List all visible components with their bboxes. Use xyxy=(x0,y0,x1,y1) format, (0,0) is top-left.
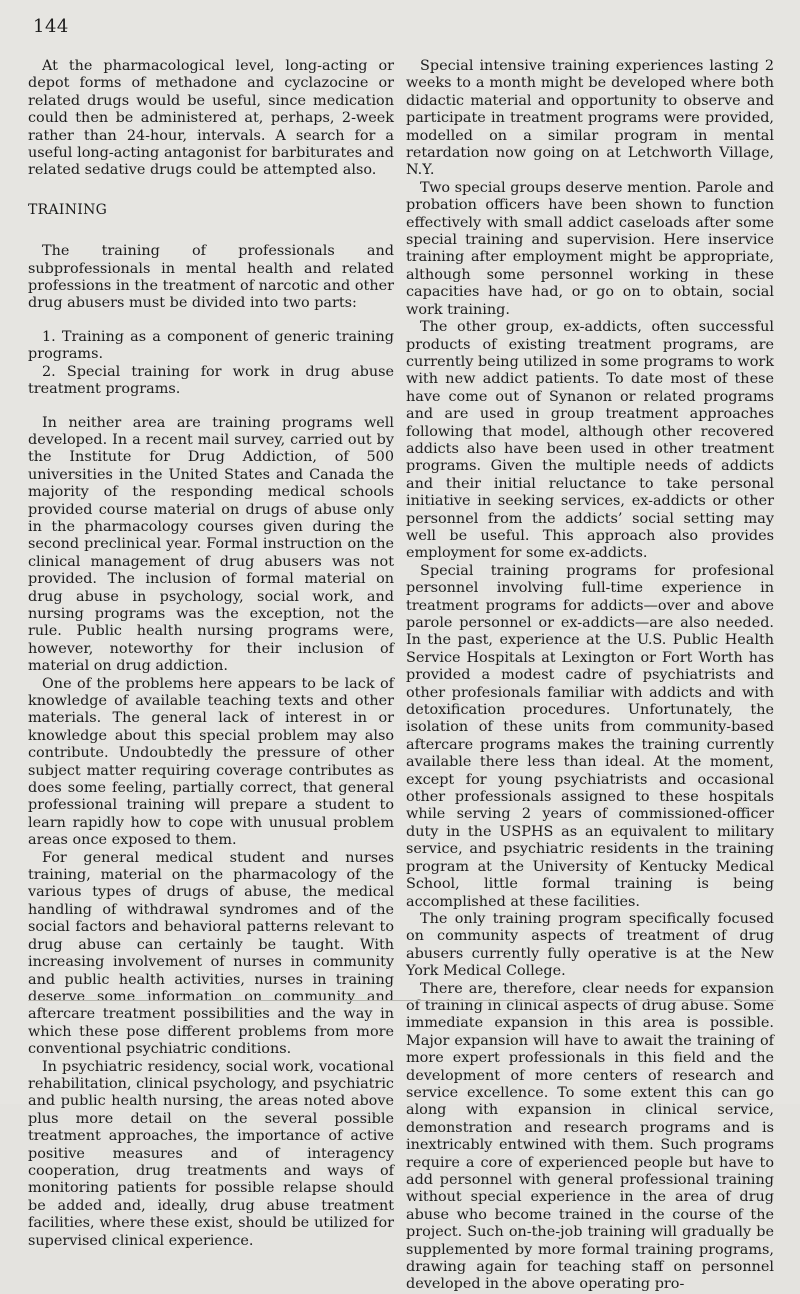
spacer xyxy=(28,399,394,415)
paragraph-expansion-needs: There are, therefore, clear needs for expansion of training in clinical aspects of drug abuse. Some immediate expansion in this area is possible. Major expansion will have to await the training of more expert professionals in this field and the development of more centers of research and service excellence. To some extent this can go along with expansion in clinical service, demonstration and research programs and is inextricably entwined with them. Such programs require a core of experienced people but have to add personnel with general professional training without special experience in the area of drug abuse who become trained in the course of the project. Such on-the-job training will gradually be supplemented by more formal training programs, drawing again for teaching staff on personnel developed in the above operating pro- xyxy=(406,980,774,1293)
paragraph-residency: In psychiatric residency, social work, vocational rehabilitation, clinical psychology, and psychiatric and public health nursing, the areas noted above plus more detail on the several possible treatment approaches, the importance of active positive measures and of interagency cooperation, drug treatments and ways of monitoring patients for possible relapse should be added and, ideally, drug abuse treatment facilities, where these exist, should be utilized for supervised clinical experience. xyxy=(28,1058,394,1249)
paragraph-medical-training: For general medical student and nurses training, material on the pharmacology of the various types of drugs of abuse, the medical handling of withdrawal syndromes and of the social factors and behavioral patterns relevant to drug abuse can certainly be taught. With increasing involvement of nurses in community and public health activities, nurses in training deserve some information on community and aftercare treatment possibilities and the way in which these pose different problems from more conventional psychiatric conditions. xyxy=(28,849,394,1058)
left-column xyxy=(28,58,394,1250)
page-number: 144 xyxy=(33,16,69,37)
paragraph-professional-training: Special training programs for profesional personnel involving full-time experience in treatment programs for addicts—over and above parole personnel or ex-addicts—are also needed. In the past, experience at the U.S. Public Health Service Hospitals at Lexington or Fort Worth has provided a modest cadre of psychiatrists and other profesionals familiar with addicts and with detoxification procedures. Unfortunately, the isolation of these units from community-based aftercare programs makes the training currently available there less than ideal. At the moment, except for young psychiatrists and occasional other professionals assigned to these hospitals while serving 2 years of commissioned-officer duty in the USPHS as an equivalent to military service, and psychiatric residents in the training program at the University of Kentucky Medical School, little formal training is being accomplished at these facilities. xyxy=(406,562,774,910)
list-item-2: 2. Special training for work in drug abuse treatment programs. xyxy=(28,363,394,398)
section-heading-training: TRAINING xyxy=(28,201,108,218)
paragraph-training-intro: The training of professionals and subprofessionals in mental health and related professions in the treatment of narcotic and other drug abusers must be divided into two parts: xyxy=(28,243,394,312)
paragraph-special-groups: Two special groups deserve mention. Parole and probation officers have been shown to function effectively with small addict caseloads after some special training and supervision. Here inservice training after employment might be appropriate, although some personnel working in these capacities have had, or go on to obtain, social work training. xyxy=(406,179,774,318)
list-item-1: 1. Training as a component of generic training programs. xyxy=(28,328,394,363)
paragraph-intensive-training: Special intensive training experiences lasting 2 weeks to a month might be developed where both didactic material and opportunity to observe and participate in treatment programs were provided, modelled on a similar program in mental retardation now going on at Letchworth Village, N.Y. xyxy=(406,58,774,179)
paragraph-problems: One of the problems here appears to be lack of knowledge of available teaching texts and other materials. The general lack of interest in or knowledge about this special problem may also contribute. Undoubtedly the pressure of other subject matter requiring coverage contributes as does some feeling, partially correct, that general professional training will prepare a student to learn rapidly how to cope with unusual problem areas once exposed to them. xyxy=(28,675,394,849)
spacer xyxy=(28,313,394,329)
paragraph-new-york-program: The only training program specifically focused on community aspects of treatment of drug abusers currently fully operative is at the New York Medical College. xyxy=(406,910,774,980)
paragraph-intro: At the pharmacological level, long-acting or depot forms of methadone and cyclazocine or related drugs would be useful, since medication could then be administered at, perhaps, 2-week rather than 24-hour, intervals. A search for a useful long-acting antagonist for barbiturates and related sedative drugs could be attempted also. xyxy=(28,58,394,179)
paragraph-ex-addicts: The other group, ex-addicts, often successful products of existing treatment programs, are currently being utilized in some programs to work with new addict patients. To date most of these have come out of Synanon or related programs and are used in group treatment approaches following that model, although other recovered addicts also have been used in other treatment programs. Given the multiple needs of addicts and their initial reluctance to take personal initiative in seeking services, ex-addicts or other personnel from the addicts’ social setting may well be useful. This approach also provides employment for some ex-addicts. xyxy=(406,319,774,562)
right-column xyxy=(406,58,774,1294)
bottom-divider xyxy=(28,1000,776,1001)
paragraph-survey: In neither area are training programs well developed. In a recent mail survey, carried out by the Institute for Drug Addiction, of 500 universities in the United States and Canada the majority of the responding medical schools provided course material on drugs of abuse only in the pharmacology courses given during the second preclinical year. Formal instruction on the clinical management of drug abusers was not provided. The inclusion of formal material on drug abuse in psychology, social work, and nursing programs was the exception, not the rule. Public health nursing programs were, however, noteworthy for their inclusion of material on drug addiction. xyxy=(28,414,394,675)
